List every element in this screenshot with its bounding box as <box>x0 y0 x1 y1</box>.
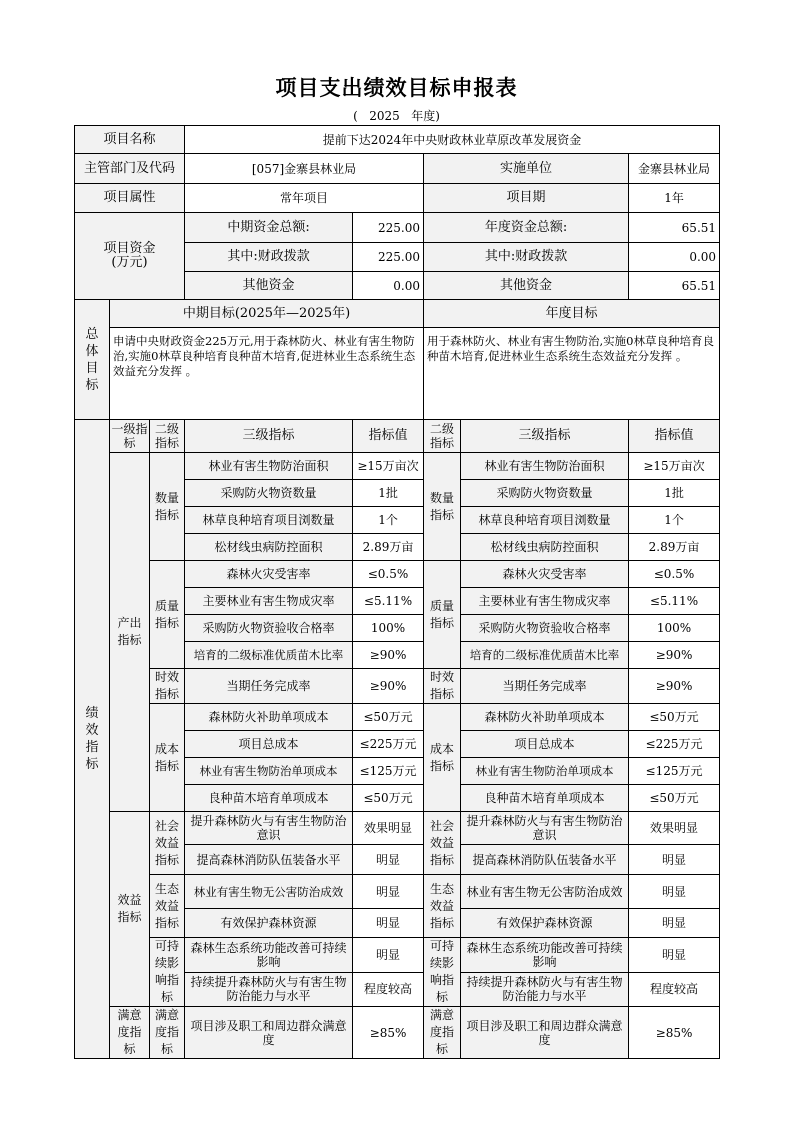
indicator-value: ≤125万元 <box>353 758 424 785</box>
indicator-value: ≤50万元 <box>353 704 424 731</box>
indicator-name: 森林生态系统功能改善可持续影响 <box>185 938 353 973</box>
l2-satis-mid: 满意度指标 <box>150 1007 185 1059</box>
label-year-fiscal: 其中:财政拨款 <box>424 243 629 272</box>
indicator-value: 明显 <box>353 845 424 875</box>
project-attr-value: 常年项目 <box>185 184 424 213</box>
indicator-value: 1个 <box>353 507 424 534</box>
indicator-value: 1个 <box>629 507 720 534</box>
impl-unit-value: 金寨县林业局 <box>629 154 720 184</box>
indicator-name: 林业有害生物防治面积 <box>185 453 353 480</box>
indicator-value: ≥15万亩次 <box>629 453 720 480</box>
indicator-value: 明显 <box>353 938 424 973</box>
l2-sustain-year: 可持续影响指标 <box>424 938 461 1007</box>
indicator-value: 效果明显 <box>629 812 720 845</box>
indicator-value: 2.89万亩 <box>353 534 424 561</box>
label-project-attr: 项目属性 <box>75 184 185 213</box>
indicator-value: 明显 <box>629 845 720 875</box>
project-period-value: 1年 <box>629 184 720 213</box>
indicator-value: 100% <box>629 615 720 642</box>
indicator-value: 明显 <box>629 938 720 973</box>
label-mid-fiscal: 其中:财政拨款 <box>185 243 353 272</box>
indicator-value: 程度较高 <box>353 972 424 1007</box>
l1-header: 一级指标 <box>110 420 150 453</box>
indicator-name: 采购防火物资验收合格率 <box>461 615 629 642</box>
l1-satisfaction: 满意度指标 <box>110 1007 150 1059</box>
indicator-name: 培育的二级标准优质苗木比率 <box>185 642 353 669</box>
indicator-value: ≤125万元 <box>629 758 720 785</box>
project-name-value: 提前下达2024年中央财政林业草原改革发展资金 <box>185 126 720 154</box>
year-total-value: 65.51 <box>629 213 720 243</box>
year-line: ( 2025 年度) <box>353 109 440 123</box>
label-perf-indicator: 绩效指标 <box>75 420 110 1059</box>
l3-header-mid: 三级指标 <box>185 420 353 453</box>
label-impl-unit: 实施单位 <box>424 154 629 184</box>
indicator-name: 林草良种培育项目浏数量 <box>185 507 353 534</box>
indicator-name: 采购防火物资数量 <box>185 480 353 507</box>
indicator-name: 林业有害生物防治面积 <box>461 453 629 480</box>
indicator-value: 1批 <box>353 480 424 507</box>
indicator-value: 100% <box>353 615 424 642</box>
l2-quality-mid: 质量指标 <box>150 561 185 669</box>
indicator-name: 提高森林消防队伍装备水平 <box>185 845 353 875</box>
indicator-name: 森林火灾受害率 <box>185 561 353 588</box>
indicator-value: ≤0.5% <box>353 561 424 588</box>
indicator-value: ≤50万元 <box>353 785 424 812</box>
label-overall-goal: 总体目标 <box>75 300 110 420</box>
l2-header-mid: 二级指标 <box>150 420 185 453</box>
l2-header-year: 二级指标 <box>424 420 461 453</box>
indicator-name: 采购防火物资数量 <box>461 480 629 507</box>
indicator-name: 主要林业有害生物成灾率 <box>185 588 353 615</box>
indicator-value: ≥90% <box>353 669 424 704</box>
indicator-name: 森林生态系统功能改善可持续影响 <box>461 938 629 973</box>
indicator-value: ≤5.11% <box>353 588 424 615</box>
l3-header-year: 三级指标 <box>461 420 629 453</box>
indicator-name: 持续提升森林防火与有害生物防治能力与水平 <box>185 972 353 1007</box>
indicator-value: ≤0.5% <box>629 561 720 588</box>
l2-time-mid: 时效指标 <box>150 669 185 704</box>
l2-sustain-mid: 可持续影响指标 <box>150 938 185 1007</box>
indicator-name: 林草良种培育项目浏数量 <box>461 507 629 534</box>
indicator-name: 松材线虫病防控面积 <box>185 534 353 561</box>
l2-satis-year: 满意度指标 <box>424 1007 461 1059</box>
value-header-mid: 指标值 <box>353 420 424 453</box>
indicator-name: 提升森林防火与有害生物防治意识 <box>185 812 353 845</box>
label-dept-code: 主管部门及代码 <box>75 154 185 184</box>
indicator-name: 良种苗木培育单项成本 <box>185 785 353 812</box>
indicator-name: 林业有害生物无公害防治成效 <box>461 875 629 909</box>
indicator-value: ≥85% <box>353 1007 424 1059</box>
mid-goal-text: 申请中央财政资金225万元,用于森林防火、林业有害生物防治,实施0林草良种培育良种苗木培育,促进林业生态系统生态效益充分发挥 。 <box>110 328 424 420</box>
year-goal-header: 年度目标 <box>424 300 720 328</box>
l2-quality-year: 质量指标 <box>424 561 461 669</box>
l2-social-year: 社会效益指标 <box>424 812 461 875</box>
indicator-name: 当期任务完成率 <box>185 669 353 704</box>
indicator-value: 明显 <box>629 875 720 909</box>
l1-output: 产出指标 <box>110 453 150 812</box>
indicator-name: 提高森林消防队伍装备水平 <box>461 845 629 875</box>
indicator-value: ≤225万元 <box>629 731 720 758</box>
l2-eco-year: 生态效益指标 <box>424 875 461 938</box>
year-goal-text: 用于森林防火、林业有害生物防治,实施0林草良种培育良种苗木培育,促进林业生态系统生态效益充分发挥 。 <box>424 328 720 420</box>
indicator-name: 森林防火补助单项成本 <box>461 704 629 731</box>
dept-value: [057]金寨县林业局 <box>185 154 424 184</box>
label-year-total: 年度资金总额: <box>424 213 629 243</box>
indicator-name: 培育的二级标准优质苗木比率 <box>461 642 629 669</box>
label-mid-other: 其他资金 <box>185 272 353 300</box>
indicator-value: ≥15万亩次 <box>353 453 424 480</box>
l2-quantity-year: 数量指标 <box>424 453 461 561</box>
page-title: 项目支出绩效目标申报表 <box>275 76 518 100</box>
indicator-value: 明显 <box>353 875 424 909</box>
indicator-name: 有效保护森林资源 <box>185 909 353 938</box>
indicator-value: ≤50万元 <box>629 785 720 812</box>
indicator-value: 2.89万亩 <box>629 534 720 561</box>
indicator-name: 项目总成本 <box>185 731 353 758</box>
indicator-name: 森林防火补助单项成本 <box>185 704 353 731</box>
label-funds: 项目资金 (万元) <box>75 213 185 300</box>
indicator-value: ≤50万元 <box>629 704 720 731</box>
indicator-value: ≥90% <box>353 642 424 669</box>
l2-social-mid: 社会效益指标 <box>150 812 185 875</box>
value-header-year: 指标值 <box>629 420 720 453</box>
indicator-value: ≤225万元 <box>353 731 424 758</box>
l1-benefit: 效益指标 <box>110 812 150 1007</box>
indicator-name: 林业有害生物防治单项成本 <box>185 758 353 785</box>
l2-cost-year: 成本指标 <box>424 704 461 812</box>
indicator-value: ≤5.11% <box>629 588 720 615</box>
indicator-name: 主要林业有害生物成灾率 <box>461 588 629 615</box>
mid-other-value: 0.00 <box>353 272 424 300</box>
label-project-name: 项目名称 <box>75 126 185 154</box>
mid-fiscal-value: 225.00 <box>353 243 424 272</box>
indicator-name: 林业有害生物防治单项成本 <box>461 758 629 785</box>
year-other-value: 65.51 <box>629 272 720 300</box>
indicator-value: ≥90% <box>629 669 720 704</box>
indicator-name: 项目总成本 <box>461 731 629 758</box>
indicator-value: 明显 <box>353 909 424 938</box>
indicator-value: 效果明显 <box>353 812 424 845</box>
indicator-name: 林业有害生物无公害防治成效 <box>185 875 353 909</box>
indicator-name: 提升森林防火与有害生物防治意识 <box>461 812 629 845</box>
label-mid-total: 中期资金总额: <box>185 213 353 243</box>
l2-eco-mid: 生态效益指标 <box>150 875 185 938</box>
label-year-other: 其他资金 <box>424 272 629 300</box>
indicator-name: 有效保护森林资源 <box>461 909 629 938</box>
performance-table <box>74 125 720 1059</box>
l2-quantity-mid: 数量指标 <box>150 453 185 561</box>
indicator-name: 松材线虫病防控面积 <box>461 534 629 561</box>
mid-goal-header: 中期目标(2025年—2025年) <box>110 300 424 328</box>
l2-time-year: 时效指标 <box>424 669 461 704</box>
indicator-value: ≥85% <box>629 1007 720 1059</box>
indicator-name: 项目涉及职工和周边群众满意度 <box>185 1007 353 1059</box>
indicator-name: 良种苗木培育单项成本 <box>461 785 629 812</box>
year-fiscal-value: 0.00 <box>629 243 720 272</box>
indicator-name: 项目涉及职工和周边群众满意度 <box>461 1007 629 1059</box>
l2-cost-mid: 成本指标 <box>150 704 185 812</box>
indicator-value: 明显 <box>629 909 720 938</box>
mid-total-value: 225.00 <box>353 213 424 243</box>
label-project-period: 项目期 <box>424 184 629 213</box>
indicator-name: 采购防火物资验收合格率 <box>185 615 353 642</box>
indicator-name: 持续提升森林防火与有害生物防治能力与水平 <box>461 972 629 1007</box>
indicator-value: 程度较高 <box>629 972 720 1007</box>
indicator-name: 当期任务完成率 <box>461 669 629 704</box>
indicator-value: ≥90% <box>629 642 720 669</box>
indicator-name: 森林火灾受害率 <box>461 561 629 588</box>
indicator-value: 1批 <box>629 480 720 507</box>
